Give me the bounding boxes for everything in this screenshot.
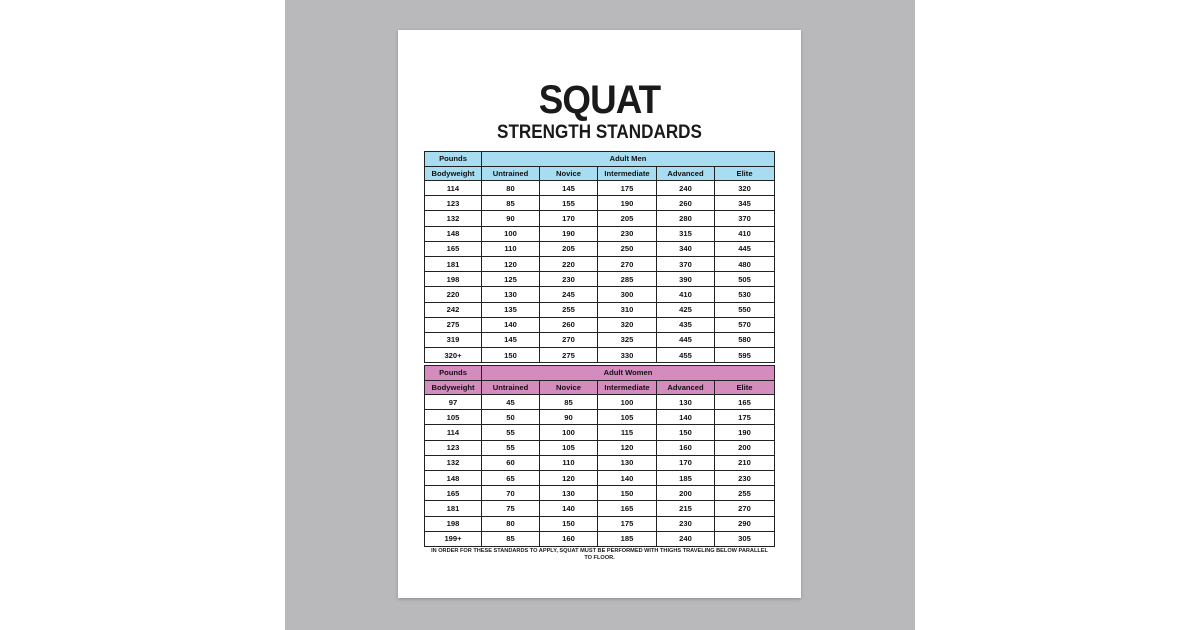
standard-cell: 595 xyxy=(715,348,775,363)
standard-cell: 200 xyxy=(657,486,715,501)
bodyweight-cell: 198 xyxy=(425,516,482,531)
standard-cell: 100 xyxy=(540,425,598,440)
standard-cell: 425 xyxy=(657,302,715,317)
standard-cell: 290 xyxy=(715,516,775,531)
table-row xyxy=(425,256,775,271)
standard-cell: 140 xyxy=(482,317,540,332)
standard-cell: 445 xyxy=(657,332,715,347)
poster-title: SQUAT xyxy=(538,78,661,122)
standard-cell: 110 xyxy=(482,241,540,256)
table-row xyxy=(425,440,775,455)
table-row xyxy=(425,272,775,287)
standard-cell: 125 xyxy=(482,272,540,287)
standard-cell: 580 xyxy=(715,332,775,347)
standard-cell: 50 xyxy=(482,410,540,425)
standard-cell: 230 xyxy=(657,516,715,531)
standard-cell: 205 xyxy=(598,211,657,226)
column-header: Novice xyxy=(540,380,598,395)
standard-cell: 190 xyxy=(715,425,775,440)
standard-cell: 85 xyxy=(482,196,540,211)
bodyweight-cell: 181 xyxy=(425,256,482,271)
standard-cell: 165 xyxy=(715,395,775,410)
standard-cell: 185 xyxy=(598,531,657,546)
table-row xyxy=(425,287,775,302)
column-header: Novice xyxy=(540,166,598,181)
standard-cell: 320 xyxy=(715,181,775,196)
table-row xyxy=(425,470,775,485)
column-header: Elite xyxy=(715,380,775,395)
standard-cell: 90 xyxy=(482,211,540,226)
standard-cell: 305 xyxy=(715,531,775,546)
group-label: Adult Men xyxy=(482,152,775,167)
women-group-header-row xyxy=(425,366,775,381)
men-column-header-row xyxy=(425,166,775,181)
standard-cell: 145 xyxy=(540,181,598,196)
bodyweight-cell: 105 xyxy=(425,410,482,425)
standard-cell: 390 xyxy=(657,272,715,287)
standard-cell: 370 xyxy=(715,211,775,226)
standard-cell: 105 xyxy=(540,440,598,455)
standard-cell: 410 xyxy=(715,226,775,241)
standard-cell: 130 xyxy=(482,287,540,302)
bodyweight-cell: 123 xyxy=(425,196,482,211)
standard-cell: 270 xyxy=(715,501,775,516)
table-row xyxy=(425,486,775,501)
table-row xyxy=(425,241,775,256)
standard-cell: 245 xyxy=(540,287,598,302)
standard-cell: 175 xyxy=(598,181,657,196)
standard-cell: 110 xyxy=(540,455,598,470)
column-header: Bodyweight xyxy=(425,166,482,181)
standard-cell: 205 xyxy=(540,241,598,256)
standard-cell: 280 xyxy=(657,211,715,226)
bodyweight-cell: 319 xyxy=(425,332,482,347)
bodyweight-cell: 97 xyxy=(425,395,482,410)
standard-cell: 80 xyxy=(482,181,540,196)
standard-cell: 80 xyxy=(482,516,540,531)
table-row xyxy=(425,455,775,470)
standard-cell: 115 xyxy=(598,425,657,440)
table-row xyxy=(425,410,775,425)
standard-cell: 90 xyxy=(540,410,598,425)
standard-cell: 70 xyxy=(482,486,540,501)
standard-cell: 100 xyxy=(482,226,540,241)
standard-cell: 190 xyxy=(598,196,657,211)
standard-cell: 130 xyxy=(540,486,598,501)
standard-cell: 260 xyxy=(657,196,715,211)
table-row xyxy=(425,317,775,332)
standard-cell: 150 xyxy=(540,516,598,531)
standard-cell: 85 xyxy=(540,395,598,410)
table-row xyxy=(425,332,775,347)
standard-cell: 140 xyxy=(657,410,715,425)
standard-cell: 240 xyxy=(657,181,715,196)
table-row xyxy=(425,395,775,410)
standard-cell: 190 xyxy=(540,226,598,241)
standard-cell: 55 xyxy=(482,425,540,440)
poster xyxy=(398,30,801,598)
bodyweight-cell: 132 xyxy=(425,211,482,226)
standard-cell: 530 xyxy=(715,287,775,302)
standard-cell: 230 xyxy=(598,226,657,241)
standard-cell: 435 xyxy=(657,317,715,332)
standard-cell: 255 xyxy=(540,302,598,317)
standard-cell: 215 xyxy=(657,501,715,516)
bodyweight-cell: 275 xyxy=(425,317,482,332)
standard-cell: 285 xyxy=(598,272,657,287)
standard-cell: 220 xyxy=(540,256,598,271)
standard-cell: 150 xyxy=(598,486,657,501)
standard-cell: 65 xyxy=(482,470,540,485)
bodyweight-cell: 132 xyxy=(425,455,482,470)
standard-cell: 255 xyxy=(715,486,775,501)
footnote: IN ORDER FOR THESE STANDARDS TO APPLY, SQUAT MUST BE PERFORMED WITH THIGHS TRAVELING BELOW PARALLEL TO FLOOR. xyxy=(431,548,768,561)
column-header: Advanced xyxy=(657,166,715,181)
standard-cell: 155 xyxy=(540,196,598,211)
standard-cell: 310 xyxy=(598,302,657,317)
table-row xyxy=(425,211,775,226)
standard-cell: 550 xyxy=(715,302,775,317)
standard-cell: 140 xyxy=(540,501,598,516)
standard-cell: 300 xyxy=(598,287,657,302)
standard-cell: 340 xyxy=(657,241,715,256)
standard-cell: 120 xyxy=(482,256,540,271)
standard-cell: 135 xyxy=(482,302,540,317)
bodyweight-cell: 181 xyxy=(425,501,482,516)
bodyweight-cell: 148 xyxy=(425,226,482,241)
standard-cell: 45 xyxy=(482,395,540,410)
standard-cell: 140 xyxy=(598,470,657,485)
standard-cell: 150 xyxy=(482,348,540,363)
column-header: Intermediate xyxy=(598,166,657,181)
table-row xyxy=(425,302,775,317)
standard-cell: 480 xyxy=(715,256,775,271)
table-row xyxy=(425,501,775,516)
poster-subtitle: STRENGTH STANDARDS xyxy=(497,122,702,143)
standard-cell: 120 xyxy=(540,470,598,485)
standard-cell: 210 xyxy=(715,455,775,470)
standard-cell: 315 xyxy=(657,226,715,241)
standard-cell: 130 xyxy=(657,395,715,410)
standard-cell: 270 xyxy=(540,332,598,347)
table-row xyxy=(425,531,775,546)
table-row xyxy=(425,425,775,440)
standard-cell: 165 xyxy=(598,501,657,516)
bodyweight-cell: 320+ xyxy=(425,348,482,363)
bodyweight-cell: 165 xyxy=(425,241,482,256)
standard-cell: 410 xyxy=(657,287,715,302)
standard-cell: 170 xyxy=(540,211,598,226)
standard-cell: 455 xyxy=(657,348,715,363)
column-header: Elite xyxy=(715,166,775,181)
standard-cell: 325 xyxy=(598,332,657,347)
standard-cell: 230 xyxy=(540,272,598,287)
column-header: Untrained xyxy=(482,380,540,395)
bodyweight-cell: 198 xyxy=(425,272,482,287)
standard-cell: 120 xyxy=(598,440,657,455)
standard-cell: 505 xyxy=(715,272,775,287)
bodyweight-cell: 242 xyxy=(425,302,482,317)
standard-cell: 330 xyxy=(598,348,657,363)
standard-cell: 170 xyxy=(657,455,715,470)
men-group-header-row xyxy=(425,152,775,167)
standard-cell: 145 xyxy=(482,332,540,347)
standard-cell: 55 xyxy=(482,440,540,455)
bodyweight-cell: 165 xyxy=(425,486,482,501)
standard-cell: 320 xyxy=(598,317,657,332)
bodyweight-cell: 114 xyxy=(425,181,482,196)
bodyweight-cell: 114 xyxy=(425,425,482,440)
standard-cell: 150 xyxy=(657,425,715,440)
table-row xyxy=(425,348,775,363)
standard-cell: 345 xyxy=(715,196,775,211)
standard-cell: 175 xyxy=(598,516,657,531)
standard-cell: 185 xyxy=(657,470,715,485)
standard-cell: 130 xyxy=(598,455,657,470)
men-standards-table xyxy=(424,151,775,363)
standard-cell: 60 xyxy=(482,455,540,470)
column-header: Untrained xyxy=(482,166,540,181)
standard-cell: 230 xyxy=(715,470,775,485)
standard-cell: 370 xyxy=(657,256,715,271)
unit-label: Pounds xyxy=(425,152,482,167)
column-header: Bodyweight xyxy=(425,380,482,395)
standard-cell: 270 xyxy=(598,256,657,271)
standard-cell: 100 xyxy=(598,395,657,410)
group-label: Adult Women xyxy=(482,366,775,381)
standard-cell: 250 xyxy=(598,241,657,256)
standard-cell: 240 xyxy=(657,531,715,546)
women-column-header-row xyxy=(425,380,775,395)
standard-cell: 275 xyxy=(540,348,598,363)
bodyweight-cell: 123 xyxy=(425,440,482,455)
standard-cell: 105 xyxy=(598,410,657,425)
standard-cell: 160 xyxy=(657,440,715,455)
standard-cell: 75 xyxy=(482,501,540,516)
column-header: Intermediate xyxy=(598,380,657,395)
bodyweight-cell: 199+ xyxy=(425,531,482,546)
standard-cell: 260 xyxy=(540,317,598,332)
bodyweight-cell: 220 xyxy=(425,287,482,302)
table-row xyxy=(425,516,775,531)
standard-cell: 570 xyxy=(715,317,775,332)
standard-cell: 85 xyxy=(482,531,540,546)
standard-cell: 445 xyxy=(715,241,775,256)
bodyweight-cell: 148 xyxy=(425,470,482,485)
unit-label: Pounds xyxy=(425,366,482,381)
standard-cell: 160 xyxy=(540,531,598,546)
standard-cell: 175 xyxy=(715,410,775,425)
women-standards-table xyxy=(424,365,775,547)
standard-cell: 200 xyxy=(715,440,775,455)
column-header: Advanced xyxy=(657,380,715,395)
table-row xyxy=(425,196,775,211)
table-row xyxy=(425,226,775,241)
table-row xyxy=(425,181,775,196)
